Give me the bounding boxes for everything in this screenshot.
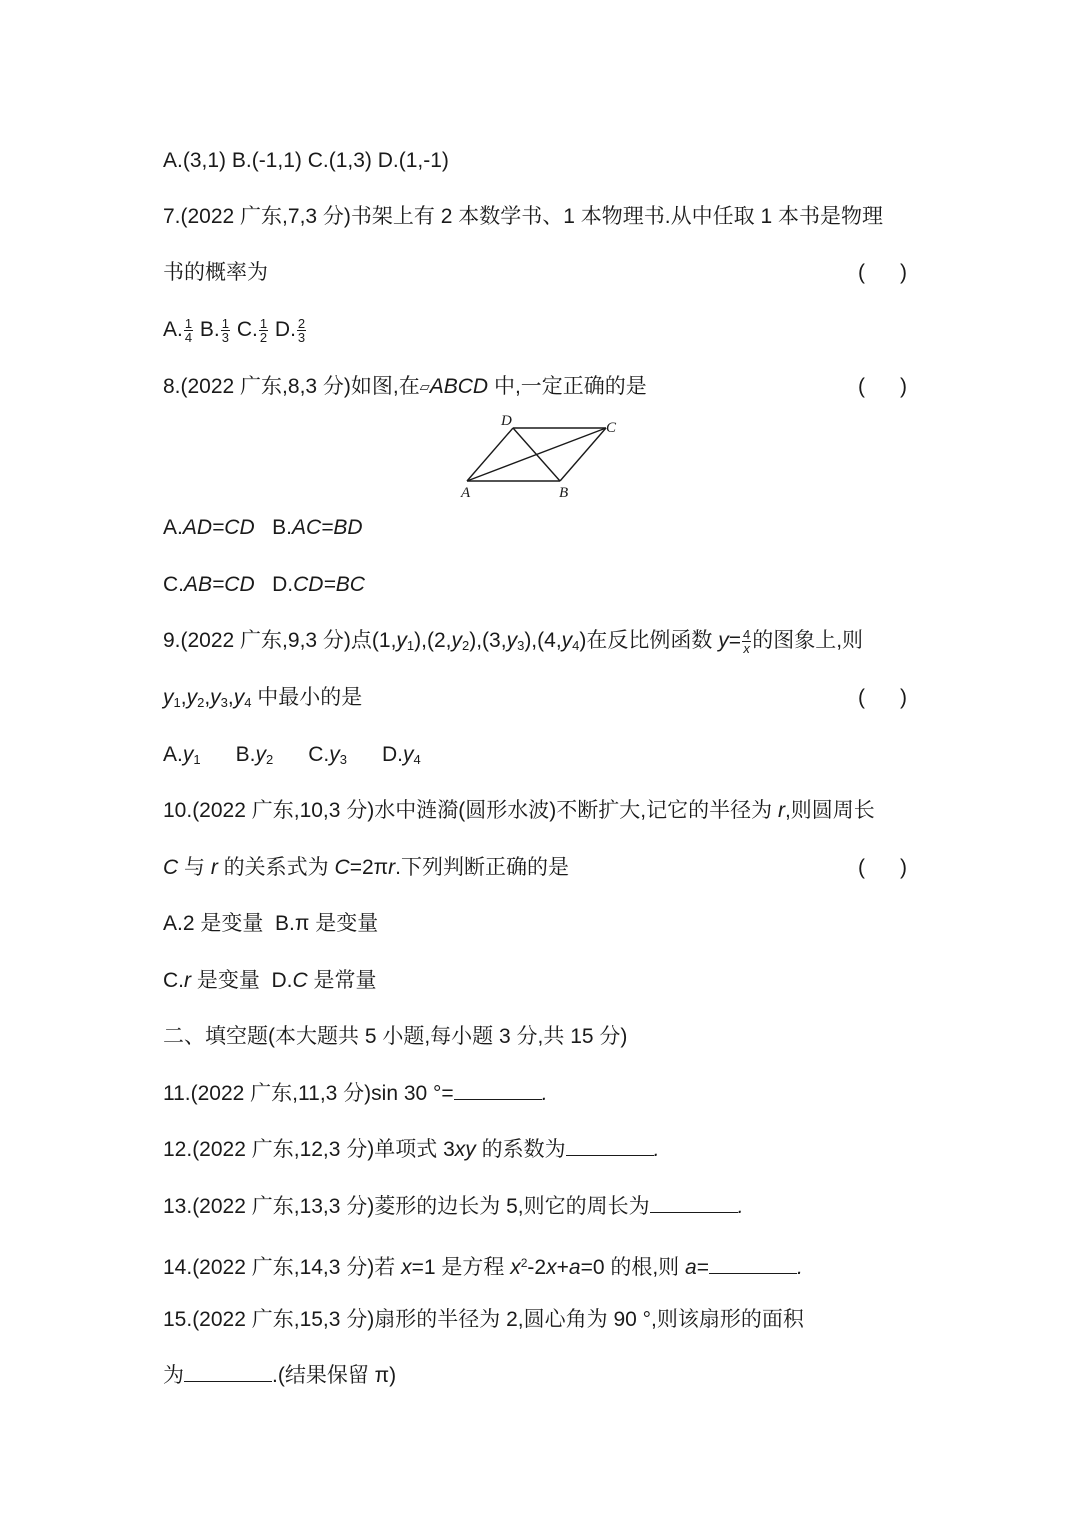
q7-option-c-fraction: $\frac{1}{2}$ bbox=[259, 315, 268, 345]
q7-option-b-fraction: $\frac{1}{3}$ bbox=[221, 315, 229, 345]
q14-answer-blank[interactable] bbox=[709, 1253, 797, 1274]
q9-option-c: $C.y_3$ bbox=[308, 743, 347, 767]
q15-stem-line2: 为 .(结果保留 π) bbox=[163, 1361, 396, 1391]
q8-option-a: AD=CD bbox=[182, 516, 255, 539]
q7-option-a-label: A. bbox=[163, 318, 183, 341]
q8-option-c: AB=CD bbox=[184, 573, 255, 596]
q10-option-c: C.r 是变量 bbox=[163, 969, 260, 992]
q13-stem: 13.(2022 广东,13,3 分)菱形的边长为 5,则它的周长为 . bbox=[163, 1192, 743, 1222]
parallelogram-icon: ▱ bbox=[419, 379, 430, 394]
q11-answer-blank[interactable] bbox=[454, 1079, 542, 1100]
q10-options-ab bbox=[163, 909, 378, 939]
q7-option-b-label: B. bbox=[199, 318, 220, 341]
q9-stem-line1: 9.(2022 广东,9,3 分)点$(1,y_1),(2,y_2),(3,y_3),(4,y_4)$在反比例函数 y= $\frac{4}{x}$ 的图象上,则 bbox=[163, 626, 864, 656]
q13-answer-blank[interactable] bbox=[650, 1192, 738, 1213]
q10-stem-line2: C 与 r 的关系式为 C=2πr.下列判断正确的是 bbox=[163, 856, 569, 879]
q10-stem-line1: 10.(2022 广东,10,3 分)水中涟漪(圆形水波)不断扩大,记它的半径为 r,则圆周长 bbox=[163, 799, 875, 822]
q8-options-cd: C.AB=CD D.CD=BC bbox=[163, 573, 365, 596]
q12-stem: 12.(2022 广东,12,3 分)单项式 3xy 的系数为 . bbox=[163, 1135, 659, 1165]
edge-da bbox=[467, 428, 513, 481]
q11-stem: 11.(2022 广东,11,3 分)sin 30 °= . bbox=[163, 1079, 548, 1109]
diagonal-bd bbox=[513, 428, 560, 481]
q9-answer-paren: ( ) bbox=[858, 686, 907, 709]
q15-stem-line1: 15.(2022 广东,15,3 分)扇形的半径为 2,圆心角为 90 °,则该扇形的面积 bbox=[163, 1308, 804, 1331]
q8-options-ab: A.AD=CD B.AC=BD bbox=[163, 516, 363, 539]
q6-options: A.(3,1) B.(-1,1) C.(1,3) D.(1,-1) bbox=[163, 149, 449, 172]
q8-option-d: CD=BC bbox=[293, 573, 365, 596]
section2-title: 二、填空题(本大题共 5 小题,每小题 3 分,共 15 分) bbox=[163, 1025, 628, 1048]
q15-answer-blank[interactable] bbox=[184, 1361, 272, 1382]
q8-stem: 8.(2022 广东,8,3 分)如图,在▱ABCD 中,一定正确的是 bbox=[163, 375, 647, 398]
q10-option-b: B.π 是变量 bbox=[275, 912, 379, 935]
q9-option-d: $D.y_4$ bbox=[381, 743, 421, 767]
q8-option-b: AC=BD bbox=[291, 516, 363, 539]
q9-option-a: $A.y_1$ bbox=[163, 743, 201, 767]
vertex-label-b: B bbox=[559, 485, 569, 501]
q7-answer-paren: ( ) bbox=[858, 261, 907, 284]
q7-option-d-label: D. bbox=[274, 318, 296, 341]
q10-option-d: D.C 是常量 bbox=[271, 969, 377, 992]
q10-answer-paren: ( ) bbox=[858, 856, 907, 879]
q7-stem-line1: 7.(2022 广东,7,3 分)书架上有 2 本数学书、1 本物理书.从中任取 1 本书是物理 bbox=[163, 205, 883, 228]
q7-option-a-fraction: $\frac{1}{4}$ bbox=[184, 315, 193, 345]
q9-options bbox=[163, 740, 421, 775]
edge-bc bbox=[560, 428, 606, 481]
q9-option-b: $B.y_2$ bbox=[235, 743, 274, 767]
q10-option-a: A.2 是变量 bbox=[163, 912, 264, 935]
vertex-label-a: A bbox=[461, 485, 471, 501]
q7-option-c-label: C. bbox=[236, 318, 258, 341]
q9-function-fraction: $\frac{4}{x}$ bbox=[742, 626, 751, 656]
vertex-label-c: C bbox=[606, 420, 617, 436]
q7-options bbox=[163, 315, 307, 345]
q14-stem: 14.(2022 广东,14,3 分)若 x=1 是方程 $x^2-2x+a=0$ 的根,则 a= . bbox=[163, 1248, 803, 1283]
parallelogram-figure bbox=[455, 408, 635, 504]
q7-stem-line2: 书的概率为 bbox=[163, 261, 268, 284]
q9-stem-line2: $y_1,y_2,y_3,y_4$ 中最小的是 bbox=[163, 686, 363, 710]
q12-answer-blank[interactable] bbox=[566, 1135, 654, 1156]
q8-answer-paren: ( ) bbox=[858, 375, 907, 398]
q10-options-cd bbox=[163, 966, 377, 996]
vertex-label-d: D bbox=[501, 413, 512, 429]
q7-option-d-fraction: $\frac{2}{3}$ bbox=[297, 315, 306, 345]
